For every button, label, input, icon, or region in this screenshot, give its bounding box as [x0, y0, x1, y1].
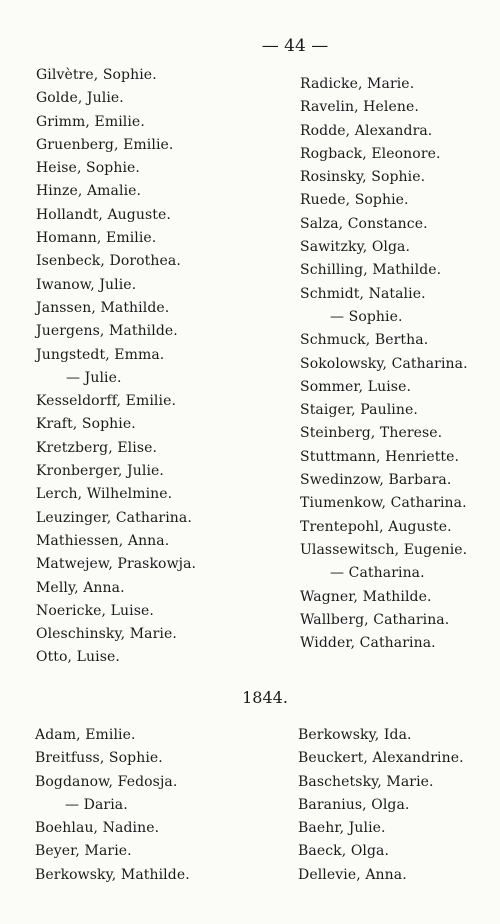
- name-entry: Janssen, Mathilde.: [36, 299, 170, 316]
- name-entry: Sawitzky, Olga.: [300, 239, 411, 256]
- name-entry: Juergens, Mathilde.: [36, 323, 178, 340]
- name-entry: Schmidt, Natalie.: [300, 285, 426, 302]
- name-entry: Beuckert, Alexandrine.: [298, 750, 464, 767]
- name-entry: Sommer, Luise.: [300, 378, 412, 395]
- year-heading: 1844.: [242, 688, 288, 707]
- name-list-bottom-right: [298, 724, 464, 887]
- name-entry: Steinberg, Therese.: [300, 425, 443, 442]
- name-entry: Rogback, Eleonore.: [300, 145, 441, 162]
- name-entry: Rosinsky, Sophie.: [300, 169, 426, 186]
- name-entry: Jungstedt, Emma.: [36, 346, 165, 363]
- name-entry: Berkowsky, Mathilde.: [35, 866, 190, 883]
- name-entry: — Sophie.: [330, 308, 403, 325]
- name-entry: Wagner, Mathilde.: [300, 588, 432, 605]
- name-entry: Golde, Julie.: [36, 90, 124, 107]
- name-entry: Ruede, Sophie.: [300, 192, 409, 209]
- name-entry: Baschetsky, Marie.: [298, 773, 434, 790]
- name-entry: Bogdanow, Fedosja.: [35, 773, 178, 790]
- name-entry: Salza, Constance.: [300, 215, 428, 232]
- name-entry: Gilvètre, Sophie.: [36, 67, 157, 83]
- name-entry: — Julie.: [66, 369, 122, 386]
- name-list-top-left: [36, 64, 196, 670]
- name-entry: Kraft, Sophie.: [36, 416, 136, 433]
- name-list-top-right: [300, 73, 468, 655]
- name-entry: Homann, Emilie.: [36, 230, 157, 247]
- name-entry: Rodde, Alexandra.: [300, 122, 433, 139]
- name-entry: Hinze, Amalie.: [36, 183, 142, 200]
- name-entry: Noericke, Luise.: [36, 602, 154, 619]
- name-entry: Dellevie, Anna.: [298, 866, 407, 883]
- name-entry: Ulassewitsch, Eugenie.: [300, 541, 468, 558]
- name-entry: Mathiessen, Anna.: [36, 532, 170, 549]
- name-entry: Staiger, Pauline.: [300, 402, 418, 419]
- name-entry: Otto, Luise.: [36, 649, 120, 666]
- name-entry: Hollandt, Auguste.: [36, 206, 171, 223]
- name-entry: Swedinzow, Barbara.: [300, 472, 452, 489]
- name-entry: Isenbeck, Dorothea.: [36, 253, 181, 270]
- name-entry: Sokolowsky, Catharina.: [300, 355, 468, 372]
- name-entry: Wallberg, Catharina.: [300, 611, 450, 628]
- name-entry: Heise, Sophie.: [36, 160, 140, 177]
- name-entry: Kretzberg, Elise.: [36, 439, 158, 456]
- name-list-bottom-left: [35, 724, 190, 887]
- name-entry: Berkowsky, Ida.: [298, 727, 412, 743]
- name-entry: Ravelin, Helene.: [300, 99, 419, 116]
- name-entry: Baehr, Julie.: [298, 820, 386, 837]
- name-entry: Widder, Catharina.: [300, 635, 436, 652]
- name-entry: Schmuck, Bertha.: [300, 332, 429, 349]
- name-entry: Matwejew, Praskowja.: [36, 556, 197, 573]
- page-number: — 44 —: [261, 36, 329, 56]
- name-entry: Adam, Emilie.: [35, 727, 136, 743]
- name-entry: Schilling, Mathilde.: [300, 262, 442, 279]
- name-entry: Leuzinger, Catharina.: [36, 509, 192, 526]
- name-entry: — Catharina.: [330, 565, 425, 582]
- name-entry: Oleschinsky, Marie.: [36, 626, 177, 643]
- name-entry: Grimm, Emilie.: [36, 113, 145, 130]
- name-entry: Breitfuss, Sophie.: [35, 750, 163, 767]
- name-entry: Gruenberg, Emilie.: [36, 136, 174, 153]
- name-entry: — Daria.: [65, 796, 128, 813]
- name-entry: Kesseldorff, Emilie.: [36, 393, 177, 410]
- name-entry: Baeck, Olga.: [298, 843, 390, 860]
- name-entry: Stuttmann, Henriette.: [300, 448, 460, 465]
- name-entry: Lerch, Wilhelmine.: [36, 486, 173, 503]
- name-entry: Baranius, Olga.: [298, 796, 410, 813]
- name-entry: Melly, Anna.: [36, 579, 125, 596]
- name-entry: Beyer, Marie.: [35, 843, 132, 860]
- name-entry: Iwanow, Julie.: [36, 276, 137, 293]
- name-entry: Kronberger, Julie.: [36, 463, 164, 480]
- name-entry: Tiumenkow, Catharina.: [300, 495, 467, 512]
- name-entry: Trentepohl, Auguste.: [300, 518, 452, 535]
- name-entry: Boehlau, Nadine.: [35, 820, 160, 837]
- name-entry: Radicke, Marie.: [300, 76, 415, 92]
